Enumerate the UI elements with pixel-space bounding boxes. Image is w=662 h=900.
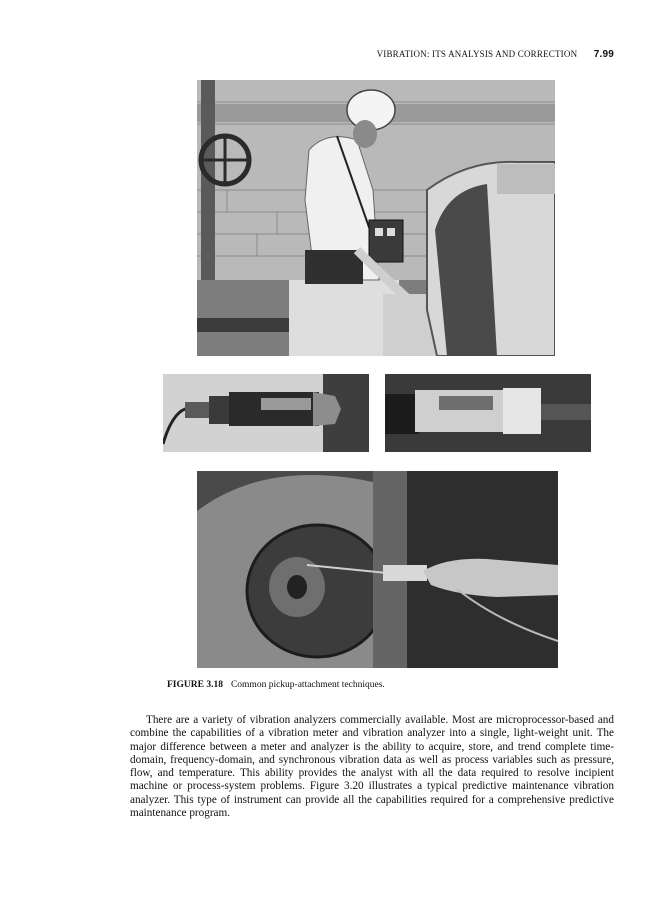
photo-technician-measuring-motor	[197, 80, 555, 356]
figure-label: FIGURE 3.18	[167, 680, 223, 690]
photo-handheld-probe-on-machine	[197, 471, 558, 668]
photo-probe-with-cable	[163, 374, 369, 452]
figure-caption	[167, 680, 385, 690]
body-paragraph: There are a variety of vibration analyzers commercially available. Most are microprocessor-based and combine the capabilities of a vibration meter and vibration analyzer into a single, light-weight unit. The major difference between a meter and analyzer is the ability to acquire, store, and trend complete time-domain, frequency-domain, and synchronous vibration data as well as process variables such as pressure, flow, and temperature. This ability provides the analyst with all the data required to resolve incipient machine or process-system problems. Figure 3.20 illustrates a typical predictive maintenance vibration analyzer. This type of instrument can provide all the capabilities required for a comprehensive predictive maintenance program.	[130, 714, 614, 820]
body-text	[130, 714, 614, 820]
page-number: 7.99	[593, 49, 614, 60]
running-title: VIBRATION: ITS ANALYSIS AND CORRECTION	[376, 49, 578, 59]
running-header	[377, 49, 614, 60]
figure-caption-text: Common pickup-attachment techniques.	[230, 680, 385, 690]
photo-probe-closeup	[385, 374, 591, 452]
